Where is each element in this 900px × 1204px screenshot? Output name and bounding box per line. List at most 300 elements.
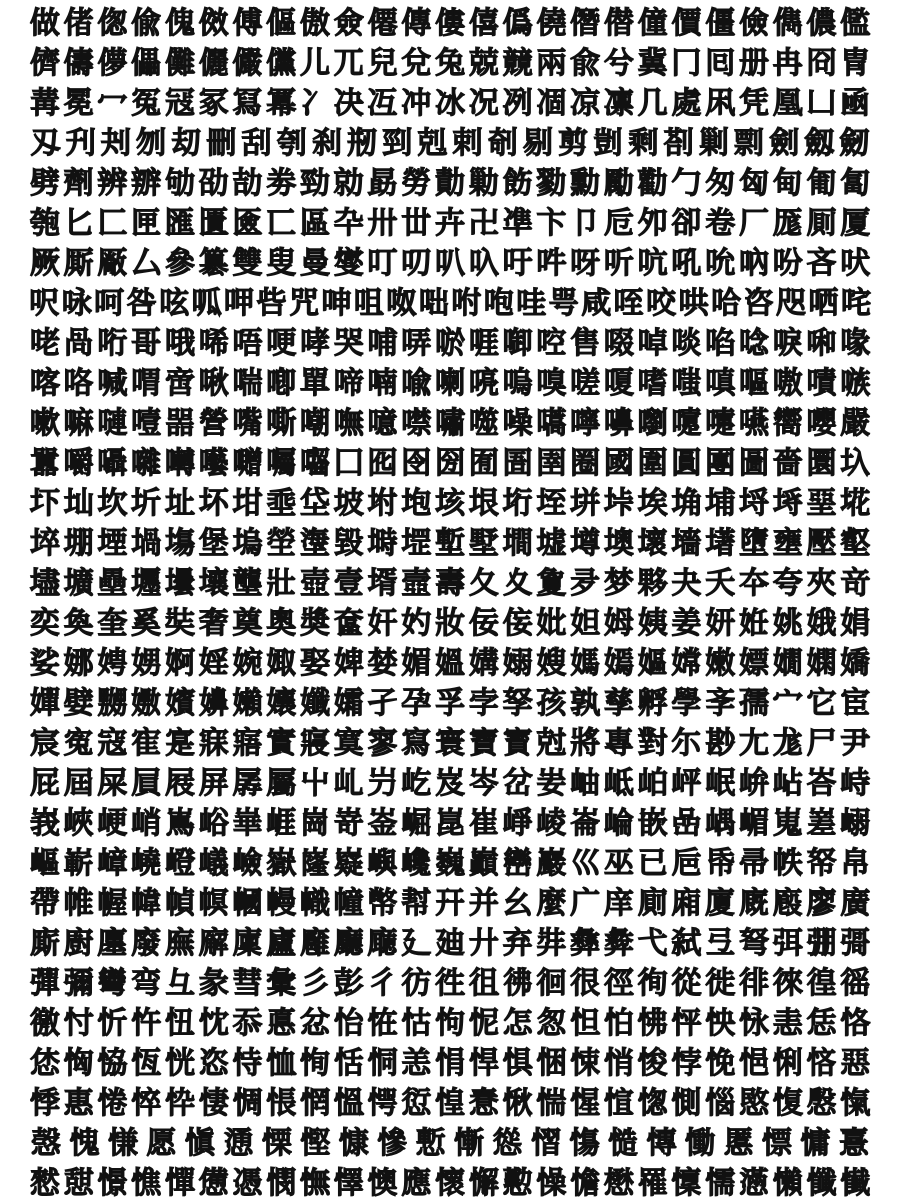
glyph: 咢 [548,286,579,321]
glyph: 咯 [63,366,94,401]
glyph: 岼 [671,766,702,801]
glyph: 帶 [29,886,60,921]
glyph: 雙 [232,246,263,281]
glyph: 姨 [637,606,668,641]
glyph: 憙 [838,1126,869,1161]
glyph: 喇 [435,366,466,401]
glyph: 峺 [97,806,128,841]
glyph: 憊 [198,1166,229,1201]
glyph: 咬 [646,286,677,321]
glyph: 匕 [63,206,94,241]
glyph: 崛 [401,806,432,841]
glyph: 峙 [840,766,871,801]
glyph: 僣 [603,6,634,41]
glyph: 岫 [570,766,601,801]
glyph: 寳 [502,726,533,761]
glyph: 憖 [29,1166,60,1201]
glyph: 哢 [401,326,432,361]
glyph-row [28,604,872,644]
glyph: 孕 [401,686,432,721]
glyph: 妁 [401,606,432,641]
glyph: 娚 [131,646,162,681]
glyph: 噎 [131,406,162,441]
glyph: 巖 [536,846,567,881]
glyph: 售 [570,326,601,361]
glyph: 團 [705,446,736,481]
glyph: 慴 [531,1126,562,1161]
glyph: 圓 [671,446,702,481]
glyph: 慷 [338,1126,369,1161]
glyph: 孑 [367,686,398,721]
glyph: 慝 [723,1126,754,1161]
glyph: 廰 [367,926,398,961]
glyph: 呎 [29,286,60,321]
glyph: 壑 [840,526,871,561]
glyph: 徠 [772,966,803,1001]
glyph: 冽 [502,86,533,121]
glyph: 兮 [603,46,634,81]
glyph: 孱 [232,766,263,801]
glyph: 吩 [772,246,803,281]
glyph: 嘲 [300,406,330,441]
glyph: 毀 [333,526,364,561]
glyph: 屐 [164,766,195,801]
glyph: 奧 [266,606,297,641]
glyph: 廁 [637,886,668,921]
glyph: 寃 [63,726,94,761]
glyph: 彳 [367,966,398,1001]
glyph: 婉 [232,646,263,681]
glyph: 寤 [232,726,263,761]
glyph: 慱 [646,1126,677,1161]
glyph: 忸 [164,1006,195,1041]
glyph: 啼 [333,366,364,401]
glyph: 喟 [131,366,162,401]
glyph: 屁 [29,766,60,801]
glyph: 塰 [300,526,330,561]
glyph: 囂 [29,446,60,481]
glyph: 堡 [198,526,229,561]
glyph: 冰 [435,86,466,121]
glyph-row [28,924,872,964]
glyph: 叭 [435,246,466,281]
glyph: 剄 [382,126,413,161]
glyph: 廡 [164,926,195,961]
glyph: 呵 [94,286,125,321]
glyph: 慚 [454,1126,485,1161]
glyph: 幢 [333,886,364,921]
glyph: 廾 [468,926,499,961]
glyph: 憬 [97,1166,128,1201]
glyph: 怦 [671,1006,702,1041]
glyph: 啜 [603,326,634,361]
glyph: 怡 [333,1006,364,1041]
glyph: 帚 [738,846,769,881]
glyph: 卅 [367,206,398,241]
glyph: 垉 [401,486,432,521]
glyph: 嗄 [603,366,634,401]
glyph: 儺 [164,46,195,81]
glyph: 婀 [164,646,195,681]
glyph: 孚 [435,686,466,721]
glyph: 佞 [468,606,499,641]
glyph: 兌 [401,46,432,81]
glyph: 嶽 [266,846,297,881]
glyph: 徘 [738,966,769,1001]
glyph: 吠 [840,246,871,281]
glyph: 哂 [808,286,839,321]
glyph: 婢 [333,646,364,681]
glyph-row [28,844,872,884]
glyph: 峪 [198,806,229,841]
glyph: 夬 [671,566,702,601]
glyph: 崚 [536,806,567,841]
glyph: 坏 [198,486,229,521]
glyph: 寐 [198,726,229,761]
glyph: 圷 [29,486,60,521]
glyph: 妣 [536,606,567,641]
glyph: 娶 [300,646,330,681]
glyph: 嚆 [536,406,567,441]
glyph: 國 [603,446,634,481]
glyph: 奐 [63,606,94,641]
glyph: 呀 [570,246,601,281]
glyph: 孅 [300,686,330,721]
glyph: 嗅 [536,366,567,401]
glyph: 梦 [603,566,634,601]
glyph: 圻 [131,486,162,521]
glyph: 壓 [806,526,837,561]
glyph: 怙 [401,1006,432,1041]
glyph: 嘖 [806,366,837,401]
glyph: 媚 [401,646,432,681]
glyph: 孀 [333,686,364,721]
glyph: 喃 [367,366,398,401]
glyph-row [28,84,872,124]
glyph: 厠 [806,206,837,241]
glyph: 夸 [772,566,803,601]
glyph: 廢 [131,926,162,961]
glyph: 壟 [232,566,263,601]
glyph: 塹 [435,526,466,561]
glyph: 剔 [522,126,553,161]
glyph: 嫋 [502,646,533,681]
glyph: 巒 [502,846,533,881]
glyph: 囗 [333,446,364,481]
glyph: 悍 [468,1046,499,1081]
glyph: 嫩 [705,646,736,681]
glyph: 怺 [738,1006,769,1041]
glyph: 凉 [570,86,601,121]
glyph: 嚀 [570,406,601,441]
glyph: 巛 [570,846,601,881]
glyph: 營 [198,406,229,441]
glyph: 彈 [29,966,60,1001]
glyph: 屮 [300,766,330,801]
glyph: 嫣 [603,646,634,681]
glyph: 噐 [164,406,195,441]
glyph: 刪 [206,126,237,161]
glyph: 壻 [367,566,398,601]
glyph: 惡 [840,1046,871,1081]
glyph: 宀 [772,686,803,721]
glyph: 傚 [198,6,229,41]
glyph: 屶 [367,766,398,801]
glyph: 啣 [502,326,533,361]
glyph: 宦 [840,686,871,721]
glyph: 冤 [131,86,162,121]
glyph: 婪 [367,646,398,681]
glyph: 剞 [487,126,518,161]
glyph-row [28,284,872,324]
glyph: 尅 [536,726,567,761]
glyph: 嚔 [671,406,702,441]
glyph: 匸 [266,206,297,241]
glyph: 恁 [806,1006,837,1041]
glyph: 劭 [198,166,229,201]
glyph-row [28,44,872,84]
glyph-row [28,1004,872,1044]
glyph: 廖 [806,886,837,921]
glyph: 卉 [435,206,466,241]
glyph: 媼 [435,646,466,681]
glyph: 屓 [131,766,162,801]
glyph: 很 [570,966,601,1001]
glyph: 刔 [100,126,131,161]
glyph-row [28,964,872,1004]
glyph: 呻 [321,286,352,321]
glyph: 夾 [806,566,837,601]
glyph: 吭 [637,246,668,281]
glyph: 恣 [198,1046,229,1081]
glyph: 奠 [232,606,263,641]
glyph: 惺 [570,1086,601,1121]
glyph: 咆 [483,286,514,321]
glyph: 圦 [840,446,871,481]
glyph: 嚊 [603,406,634,441]
glyph: 囮 [367,446,398,481]
glyph: 巫 [603,846,634,881]
glyph: 决 [333,86,364,121]
glyph: 埣 [29,526,60,561]
glyph: 懣 [738,1166,769,1201]
glyph: 冢 [198,86,229,121]
glyph: 娑 [29,646,60,681]
glyph: 哦 [164,326,195,361]
glyph-row [28,764,872,804]
glyph: 哇 [516,286,547,321]
glyph: 屬 [266,766,297,801]
glyph: 愨 [31,1126,61,1161]
glyph: 墻 [671,526,702,561]
glyph: 嫖 [738,646,769,681]
glyph: 嬾 [232,686,263,721]
glyph: 嬖 [63,686,94,721]
glyph: 嫺 [772,646,803,681]
glyph: 吮 [705,246,736,281]
glyph: 囘 [705,46,736,81]
glyph: 匣 [131,206,162,241]
glyph: 怐 [435,1006,466,1041]
glyph: 刄 [30,126,61,161]
glyph: 價 [671,6,702,41]
glyph: 寶 [468,726,499,761]
glyph: 彙 [266,966,297,1001]
glyph: 儚 [97,46,128,81]
glyph: 廏 [772,886,803,921]
glyph: 徊 [536,966,567,1001]
glyph: 埃 [637,486,668,521]
glyph: 慟 [684,1126,715,1161]
glyph: 卞 [536,206,567,241]
glyph: 巵 [671,846,702,881]
glyph: 匚 [97,206,128,241]
glyph: 嶄 [63,846,94,881]
glyph: 唸 [738,326,769,361]
glyph: 坿 [367,486,398,521]
glyph: 壅 [772,526,803,561]
glyph: 凛 [603,86,634,121]
glyph: 曼 [300,246,330,281]
glyph: 垤 [536,486,567,521]
glyph: 恂 [300,1046,330,1081]
glyph: 勞 [401,166,432,201]
glyph: 幃 [131,886,162,921]
glyph: 墺 [603,526,634,561]
glyph: 忰 [164,1086,195,1121]
glyph: 竒 [840,566,871,601]
glyph: 廳 [333,926,364,961]
glyph: 卍 [468,206,499,241]
glyph: 愾 [840,1086,871,1121]
glyph: 崙 [570,806,601,841]
glyph: 忝 [232,1006,263,1041]
glyph: 况 [468,86,499,121]
glyph: 奸 [367,606,398,641]
glyph: 廚 [63,926,94,961]
glyph: 斈 [705,686,736,721]
glyph: 僥 [536,6,567,41]
glyph: 呟 [159,286,190,321]
glyph-row [28,1124,872,1164]
glyph: 圍 [637,446,668,481]
glyph: 慓 [761,1126,792,1161]
glyph: 冱 [367,86,398,121]
glyph: 悸 [29,1086,60,1121]
glyph: 囿 [468,446,499,481]
glyph: 懷 [435,1166,466,1201]
glyph: 彜 [603,926,634,961]
glyph: 壼 [401,566,432,601]
glyph: 彁 [840,926,871,961]
glyph: 垪 [570,486,601,521]
glyph-row [28,164,872,204]
glyph: 壜 [164,566,195,601]
glyph: 劔 [804,126,835,161]
glyph: 僖 [468,6,499,41]
glyph: 坡 [333,486,364,521]
glyph: 孺 [738,686,769,721]
glyph: 凰 [772,86,803,121]
glyph: 岑 [468,766,499,801]
glyph: 冉 [772,46,803,81]
glyph: 剿 [698,126,729,161]
glyph-row [28,324,872,364]
glyph: 孛 [468,686,499,721]
glyph: 几 [637,86,668,121]
glyph: 垠 [468,486,499,521]
glyph: 圈 [570,446,601,481]
glyph: 怎 [502,1006,533,1041]
glyph: 囃 [131,446,162,481]
glyph: 恫 [367,1046,398,1081]
glyph: 咎 [126,286,157,321]
glyph: 徭 [840,966,871,1001]
glyph: 囑 [266,446,297,481]
glyph: 彑 [164,966,195,1001]
glyph: 峭 [131,806,162,841]
glyph: 卻 [671,206,702,241]
glyph: 恚 [772,1006,803,1041]
glyph: 儡 [131,46,162,81]
glyph: 惶 [435,1086,466,1121]
glyph: 懴 [840,1166,871,1201]
glyph: 坩 [232,486,263,521]
glyph: 崘 [603,806,634,841]
glyph: 勁 [300,166,330,201]
glyph: 傲 [300,6,330,41]
glyph: 彷 [401,966,432,1001]
glyph: 嘸 [333,406,364,441]
glyph: 巉 [401,846,432,881]
glyph: 峩 [29,806,60,841]
glyph: 懋 [603,1166,634,1201]
glyph: 咼 [63,326,94,361]
glyph: 尠 [705,726,736,761]
glyph: 愀 [502,1086,533,1121]
glyph: 懺 [806,1166,837,1201]
glyph: 卆 [333,206,364,241]
glyph: 囀 [164,446,195,481]
glyph: 峅 [738,766,769,801]
glyph: 悃 [536,1046,567,1081]
glyph: 娜 [63,646,94,681]
glyph: 啗 [705,326,736,361]
glyph-row [28,884,872,924]
glyph: 吶 [738,246,769,281]
glyph: 偬 [97,6,128,41]
glyph: 嚏 [705,406,736,441]
glyph: 墟 [536,526,567,561]
glyph: 孥 [502,686,533,721]
glyph: 恪 [840,1006,871,1041]
glyph: 娵 [266,646,297,681]
glyph: 弸 [806,926,837,961]
glyph: 彝 [570,926,601,961]
glyph: 嶝 [164,846,195,881]
glyph: 匱 [198,206,229,241]
glyph: 奘 [164,606,195,641]
glyph: 尓 [671,726,702,761]
glyph: 幔 [266,886,297,921]
glyph: 唔 [232,326,263,361]
glyph: 處 [671,86,702,121]
glyph: 啾 [198,366,229,401]
glyph: 堋 [63,526,94,561]
glyph: 勠 [536,166,567,201]
glyph: 囈 [198,446,229,481]
glyph: 從 [671,966,702,1001]
